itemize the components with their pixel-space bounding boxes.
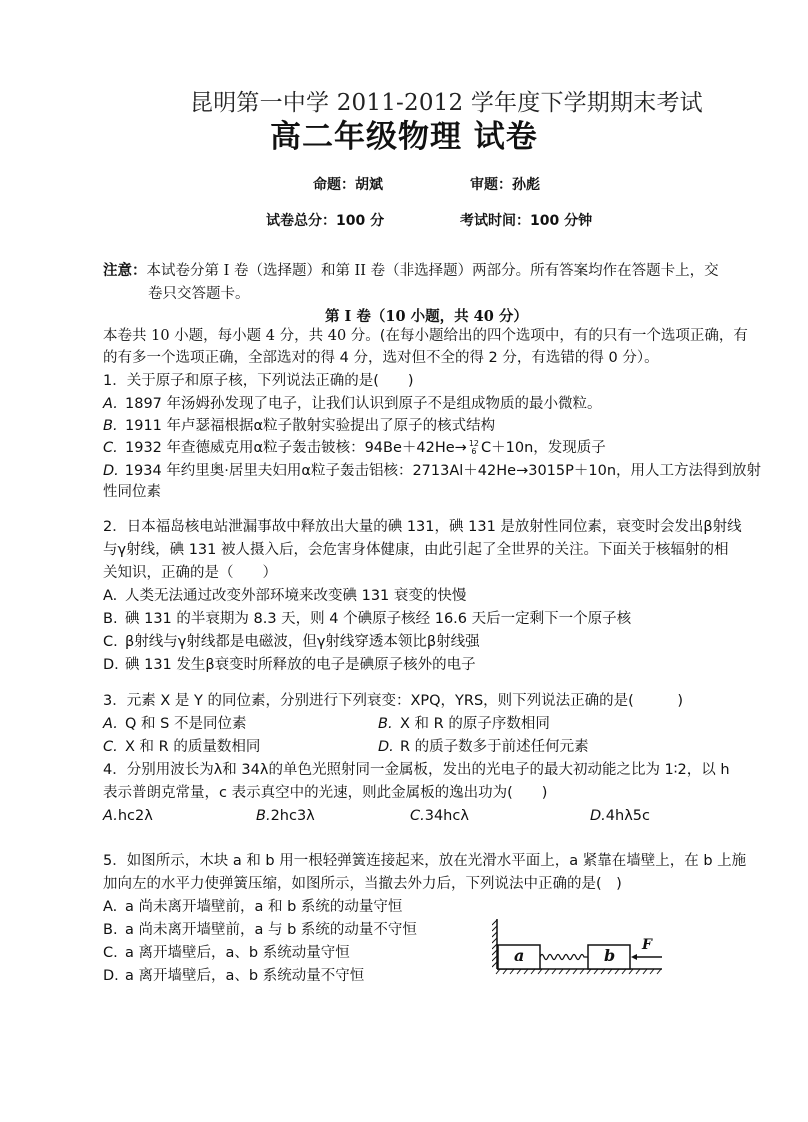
q3-stem: 3．元素 X 是 Y 的同位素，分别进行下列衰变：XPQ，YRS，则下列说法正确的是( ) (103, 693, 683, 709)
option-text: X 和 R 的原子序数相同 (400, 716, 550, 732)
option-text: a 尚未离开墙壁前，a 与 b 系统的动量不守恒 (125, 922, 417, 938)
option-letter: A. (103, 396, 118, 412)
option-text: 1897 年汤姆孙发现了电子，让我们认识到原子不是组成物质的最小微粒。 (125, 396, 602, 412)
q4-option-c (410, 805, 469, 827)
option-letter: B. (103, 611, 118, 627)
author-label: 命题：胡斌 (313, 177, 383, 193)
exam-time: 考试时间：100 分钟 (460, 213, 593, 229)
option-letter: D. (590, 808, 606, 824)
option-letter: B. (256, 808, 271, 824)
section-intro-1a: 本卷共 10 小题，每小题 4 分，共 40 分。 (103, 328, 380, 344)
isotope-fraction (469, 440, 479, 456)
q4-stem-1: 4．分别用波长为λ和 34λ的单色光照射同一金属板，发出的光电子的最大初动能之比为 1∶2，以 h (103, 762, 730, 778)
total-score: 试卷总分：100 分 (266, 213, 385, 229)
atomic-number: 6 (471, 447, 477, 456)
q5-option-b (103, 919, 417, 941)
option-text: 1932 年查德威克用α粒子轰击铍核：94Be＋42He→ (125, 440, 467, 456)
q3-option-a (103, 713, 246, 735)
notice-text-1: 本试卷分第 I 卷（选择题）和第 II 卷（非选择题）两部分。所有答案均作在答题卡上，交 (146, 263, 719, 279)
section-heading: 第 I 卷（10 小题，共 40 分） (325, 308, 528, 325)
q1-option-d (103, 460, 761, 482)
option-text: 碘 131 的半衰期为 8.3 天，则 4 个碘原子核经 16.6 天后一定剩下一个原子核 (125, 611, 632, 627)
option-letter: A. (103, 588, 118, 604)
reviewer-label: 审题：孙彪 (470, 177, 540, 193)
q2-stem-1: 2．日本福岛核电站泄漏事故中释放出大量的碘 131，碘 131 是放射性同位素，衰变时会发出β射线 (103, 519, 742, 535)
q5-stem-2: 加向左的水平力使弹簧压缩，如图所示，当撤去外力后，下列说法中正确的是( ) (103, 876, 622, 892)
option-letter: B. (103, 418, 118, 434)
notice-line-1 (103, 260, 719, 282)
option-text: R 的质子数多于前述任何元素 (400, 739, 589, 755)
q4-option-d (590, 805, 650, 827)
q2-option-a (103, 585, 466, 607)
block-a-label: a (514, 946, 525, 965)
q3-option-b (378, 713, 550, 735)
option-letter: A. (103, 716, 118, 732)
q2-option-c (103, 631, 480, 653)
force-label: F (642, 937, 652, 953)
section-intro-line-1 (103, 325, 748, 347)
paper-title: 高二年级物理 试卷 (270, 119, 538, 155)
option-letter: D. (103, 463, 119, 479)
q1-option-d-continued: 性同位素 (103, 484, 161, 500)
notice-label: 注意： (103, 263, 147, 279)
option-letter: C. (103, 634, 118, 650)
option-text: a 尚未离开墙壁前，a 和 b 系统的动量守恒 (125, 899, 403, 915)
q3-option-d (378, 736, 589, 758)
q1-option-c (103, 437, 606, 459)
option-letter: D. (103, 657, 119, 673)
q5-stem-1: 5．如图所示，木块 a 和 b 用一根轻弹簧连接起来，放在光滑水平面上，a 紧靠在墙壁上，在 b 上施 (103, 853, 747, 869)
option-text: Q 和 S 不是同位素 (125, 716, 247, 732)
q2-stem-2: 与γ射线，碘 131 被人摄入后，会危害身体健康，由此引起了全世界的关注。下面关于核辐射的相 (103, 542, 729, 558)
q5-option-d (103, 965, 364, 987)
q1-option-a (103, 393, 602, 415)
option-text: 碘 131 发生β衰变时所释放的电子是碘原子核外的电子 (125, 657, 476, 673)
option-text: hc2λ (117, 808, 153, 824)
notice-line-2: 卷只交答题卡。 (148, 286, 250, 302)
option-text: 34hcλ (424, 808, 469, 824)
q2-option-d (103, 654, 476, 676)
option-text: X 和 R 的质量数相同 (125, 739, 261, 755)
option-text: 4hλ5c (605, 808, 650, 824)
option-text: 2hc3λ (270, 808, 315, 824)
school-exam-title: 昆明第一中学 2011-2012 学年度下学期期末考试 (190, 90, 703, 116)
option-text: C＋10n，发现质子 (481, 440, 606, 456)
option-letter: C. (103, 945, 118, 961)
q1-stem: 1．关于原子和原子核，下列说法正确的是( ) (103, 373, 414, 389)
option-letter: A. (103, 899, 118, 915)
option-text: β射线与γ射线都是电磁波，但γ射线穿透本领比β射线强 (125, 634, 480, 650)
option-letter: D. (103, 968, 119, 984)
option-letter: C. (103, 739, 118, 755)
option-text: 人类无法通过改变外部环境来改变碘 131 衰变的快慢 (125, 588, 467, 604)
option-text: 1911 年卢瑟福根据α粒子散射实验提出了原子的核式结构 (125, 418, 496, 434)
section-intro-line-2: 的有多一个选项正确，全部选对的得 4 分，选对但不全的得 2 分，有选错的得 0 分）。 (103, 350, 659, 366)
q1-option-b (103, 415, 495, 437)
option-letter: B. (103, 922, 118, 938)
option-text: a 离开墙壁后，a、b 系统动量不守恒 (125, 968, 365, 984)
option-letter: D. (378, 739, 394, 755)
q5-option-a (103, 896, 402, 918)
q2-option-b (103, 608, 631, 630)
option-text: a 离开墙壁后，a、b 系统动量守恒 (125, 945, 350, 961)
option-letter: B. (378, 716, 393, 732)
q5-option-c (103, 942, 350, 964)
block-b-label: b (604, 946, 616, 965)
section-intro-1b: (在每小题给出的四个选项中，有的只有一个选项正确，有 (379, 328, 748, 344)
mass-number: 12 (468, 439, 479, 448)
q4-stem-2: 表示普朗克常量，c 表示真空中的光速，则此金属板的逸出功为( ) (103, 785, 548, 801)
option-letter: C. (103, 440, 118, 456)
q2-stem-3: 关知识，正确的是（ ） (103, 565, 277, 581)
q4-option-a (103, 805, 153, 827)
spring-blocks-diagram (492, 917, 672, 977)
option-letter: A. (103, 808, 118, 824)
q3-option-c (103, 736, 260, 758)
option-text: 1934 年约里奥·居里夫妇用α粒子轰击铝核：2713Al＋42He→3015P＋10n，用人工方法得到放射 (124, 463, 762, 479)
option-letter: C. (410, 808, 425, 824)
q4-option-b (256, 805, 315, 827)
